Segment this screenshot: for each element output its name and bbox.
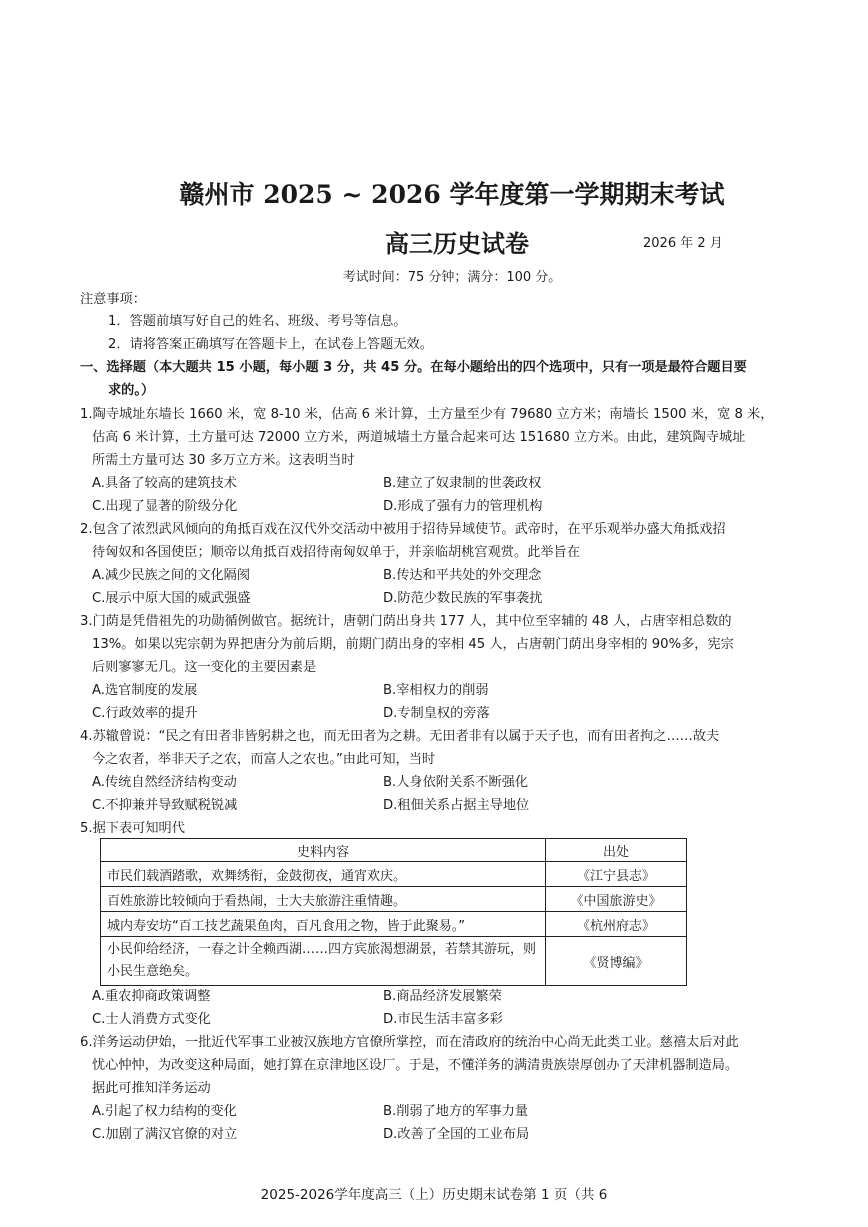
question-6-option-d[interactable]: D.改善了全国的工业布局 xyxy=(383,1127,530,1142)
question-5-option-a[interactable]: A.重农抑商政策调整 xyxy=(92,989,211,1004)
exam-meta: 考试时间：75 分钟；满分：100 分。 xyxy=(342,270,562,285)
question-1-option-a[interactable]: A.具备了较高的建筑技术 xyxy=(92,476,237,491)
question-4-text: 4.苏辙曾说：“民之有田者非皆躬耕之也，而无田者为之耕。无田者非有以属于天子也，而有田者拘之……故夫 xyxy=(80,729,720,744)
question-1-text: 估高 6 米计算，土方量可达 72000 立方米，两道城墙土方量合起来可达 151680 立方米。由此，建筑陶寺城址 xyxy=(92,430,746,445)
question-3-text: 13%。如果以宪宗朝为界把唐分为前后期，前期门荫出身的宰相 45 人，占唐朝门荫出身宰相的 90%多，宪宗 xyxy=(92,637,734,652)
question-4-option-c[interactable]: C.不抑兼并导致赋税锐减 xyxy=(92,798,238,813)
exam-title: 赣州市 2025 ~ 2026 学年度第一学期期末考试 xyxy=(179,180,725,209)
question-3-text: 3.门荫是凭借祖先的功勋循例做官。据统计，唐朝门荫出身共 177 人，其中位至宰辅的 48 人，占唐宰相总数的 xyxy=(80,614,732,629)
question-6-text: 据此可推知洋务运动 xyxy=(92,1081,211,1096)
table-header-source: 出处 xyxy=(546,839,687,862)
table-header-row xyxy=(101,839,687,862)
table-cell-source: 《中国旅游史》 xyxy=(546,887,687,912)
question-2-option-a[interactable]: A.减少民族之间的文化隔阂 xyxy=(92,568,251,583)
question-4-text: 今之农者，举非天子之农，而富人之农也。”由此可知，当时 xyxy=(92,752,436,767)
question-1-option-c[interactable]: C.出现了显著的阶级分化 xyxy=(92,499,238,514)
table-cell-source: 《杭州府志》 xyxy=(546,912,687,937)
table-row xyxy=(101,862,687,887)
section-heading-cont: 求的。） xyxy=(108,383,155,398)
notice-item: 1．答题前填写好自己的姓名、班级、考号等信息。 xyxy=(108,314,407,329)
question-3-option-c[interactable]: C.行政效率的提升 xyxy=(92,706,198,721)
question-5-option-c[interactable]: C.士人消费方式变化 xyxy=(92,1012,211,1027)
question-2-option-d[interactable]: D.防范少数民族的军事袭扰 xyxy=(383,591,543,606)
question-6-text: 忧心忡忡，为改变这种局面，她打算在京津地区设厂。于是，不懂洋务的满清贵族崇厚创办了天津机器制造局。 xyxy=(92,1058,739,1073)
source-table xyxy=(100,838,687,986)
question-2-text: 2.包含了浓烈武风倾向的角抵百戏在汉代外交活动中被用于招待异域使节。武帝时，在平乐观举办盛大角抵戏招 xyxy=(80,522,726,537)
question-3-option-a[interactable]: A.选官制度的发展 xyxy=(92,683,198,698)
table-cell-source: 《江宁县志》 xyxy=(546,862,687,887)
table-cell-content: 小民仰给经济，一春之计全赖西湖……四方宾旅渴想湖景，若禁其游玩，则小民生意绝矣。 xyxy=(101,937,546,986)
notice-heading: 注意事项： xyxy=(80,292,146,307)
question-2-option-c[interactable]: C.展示中原大国的威武强盛 xyxy=(92,591,251,606)
question-3-option-b[interactable]: B.宰相权力的削弱 xyxy=(383,683,489,698)
table-row xyxy=(101,887,687,912)
question-5-option-d[interactable]: D.市民生活丰富多彩 xyxy=(383,1012,503,1027)
question-5-text: 5.据下表可知明代 xyxy=(80,821,185,836)
question-1-option-b[interactable]: B.建立了奴隶制的世袭政权 xyxy=(383,476,542,491)
question-2-text: 待匈奴和各国使臣；顺帝以角抵百戏招待南匈奴单于，并亲临胡桃宫观赏。此举旨在 xyxy=(92,545,580,560)
table-row xyxy=(101,937,687,986)
section-heading: 一、选择题（本大题共 15 小题，每小题 3 分，共 45 分。在每小题给出的四个选项中，只有一项是最符合题目要 xyxy=(80,360,747,375)
question-2-option-b[interactable]: B.传达和平共处的外交理念 xyxy=(383,568,542,583)
table-row xyxy=(101,912,687,937)
table-cell-content: 城内寿安坊“百工技艺蔬果鱼肉，百凡食用之物，皆于此聚易。” xyxy=(101,912,546,937)
table-header-content: 史料内容 xyxy=(101,839,546,862)
exam-date: 2026 年 2 月 xyxy=(643,236,723,251)
question-5-option-b[interactable]: B.商品经济发展繁荣 xyxy=(383,989,502,1004)
question-4-option-b[interactable]: B.人身依附关系不断强化 xyxy=(383,775,529,790)
question-6-option-c[interactable]: C.加剧了满汉官僚的对立 xyxy=(92,1127,238,1142)
question-6-option-b[interactable]: B.削弱了地方的军事力量 xyxy=(383,1104,529,1119)
question-1-text: 1.陶寺城址东墙长 1660 米，宽 8-10 米，估高 6 米计算，土方量至少有 79680 立方米；南墙长 1500 米，宽 8 米， xyxy=(80,407,774,422)
notice-item: 2．请将答案正确填写在答题卡上，在试卷上答题无效。 xyxy=(108,337,433,352)
exam-subtitle: 高三历史试卷 xyxy=(385,229,529,258)
question-6-option-a[interactable]: A.引起了权力结构的变化 xyxy=(92,1104,237,1119)
table-cell-content: 市民们载酒踏歌，欢舞绣衔，金鼓彻夜，通宵欢庆。 xyxy=(101,862,546,887)
question-3-text: 后则寥寥无几。这一变化的主要因素是 xyxy=(92,660,317,675)
question-6-text: 6.洋务运动伊始，一批近代军事工业被汉族地方官僚所掌控，而在清政府的统治中心尚无此类工业。慈禧太后对此 xyxy=(80,1035,739,1050)
question-3-option-d[interactable]: D.专制皇权的旁落 xyxy=(383,706,490,721)
table-cell-content: 百姓旅游比较倾向于看热闹，士大夫旅游注重情趣。 xyxy=(101,887,546,912)
table-cell-source: 《贤博编》 xyxy=(546,937,687,986)
question-4-option-d[interactable]: D.租佃关系占据主导地位 xyxy=(383,798,530,813)
question-4-option-a[interactable]: A.传统自然经济结构变动 xyxy=(92,775,237,790)
question-1-option-d[interactable]: D.形成了强有力的管理机构 xyxy=(383,499,543,514)
page-footer: 2025-2026学年度高三（上）历史期末试卷第 1 页（共 6 xyxy=(260,1187,608,1203)
question-1-text: 所需土方量可达 30 多万立方米。这表明当时 xyxy=(92,453,355,468)
